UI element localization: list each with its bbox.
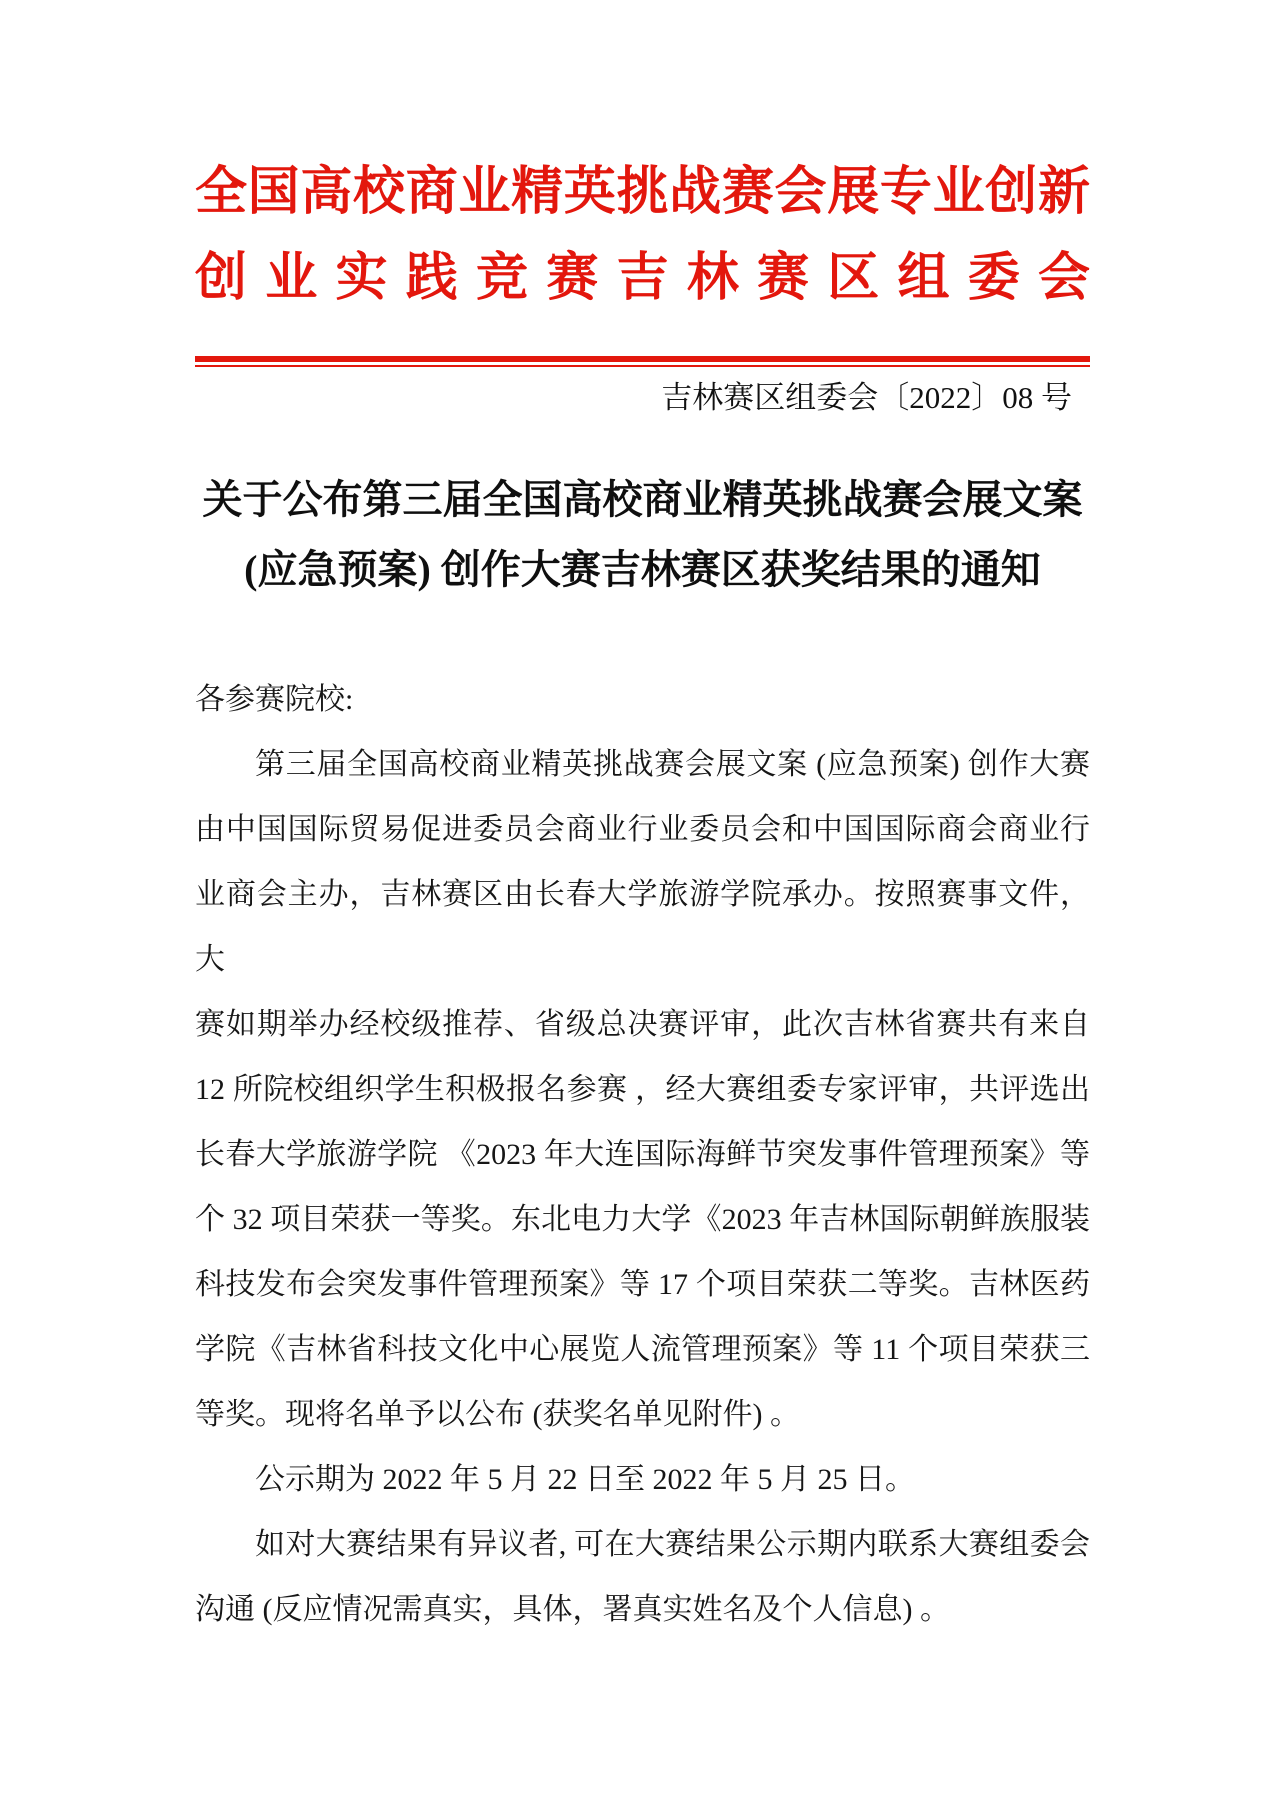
letterhead-line-1: 全国高校商业精英挑战赛会展专业创新	[195, 164, 1090, 221]
body-line: 长春大学旅游学院 《2023 年大连国际海鲜节突发事件管理预案》等	[195, 1138, 1090, 1171]
red-separator-line	[195, 356, 1090, 367]
body-line: 科技发布会突发事件管理预案》等 17 个项目荣获二等奖。吉林医药	[195, 1268, 1090, 1301]
body-line: 由中国国际贸易促进委员会商业行业委员会和中国国际商会商业行	[195, 813, 1090, 846]
notice-title-line-1: 关于公布第三届全国高校商业精英挑战赛会展文案	[202, 477, 1083, 522]
body-line: 业商会主办，吉林赛区由长春大学旅游学院承办。按照赛事文件，大	[195, 878, 1090, 976]
notice-body	[195, 667, 1090, 1642]
body-line: 如对大赛结果有异议者, 可在大赛结果公示期内联系大赛组委会	[255, 1528, 1090, 1561]
notice-title	[195, 465, 1090, 605]
body-line: 第三届全国高校商业精英挑战赛会展文案 (应急预案) 创作大赛	[255, 748, 1090, 781]
body-line: 个 32 项目荣获一等奖。东北电力大学《2023 年吉林国际朝鲜族服装	[195, 1203, 1090, 1236]
letterhead-line-2: 创业实践竞赛吉林赛区组委会	[195, 250, 1090, 307]
body-line: 赛如期举办经校级推荐、省级总决赛评审，此次吉林省赛共有来自	[195, 1008, 1090, 1041]
body-line: 学院《吉林省科技文化中心展览人流管理预案》等 11 个项目荣获三	[195, 1333, 1090, 1366]
document-number: 吉林赛区组委会〔2022〕08 号	[661, 380, 1072, 415]
notice-title-line-2: (应急预案) 创作大赛吉林赛区获奖结果的通知	[244, 547, 1041, 592]
body-line: 公示期为 2022 年 5 月 22 日至 2022 年 5 月 25 日。	[255, 1463, 915, 1496]
body-line: 12 所院校组织学生积极报名参赛 ，经大赛组委专家评审，共评选出	[195, 1073, 1090, 1106]
body-line: 等奖。现将名单予以公布 (获奖名单见附件) 。	[195, 1398, 800, 1431]
letterhead	[195, 0, 1090, 320]
salutation: 各参赛院校:	[195, 683, 354, 716]
body-line: 沟通 (反应情况需真实，具体，署真实姓名及个人信息) 。	[195, 1593, 950, 1626]
